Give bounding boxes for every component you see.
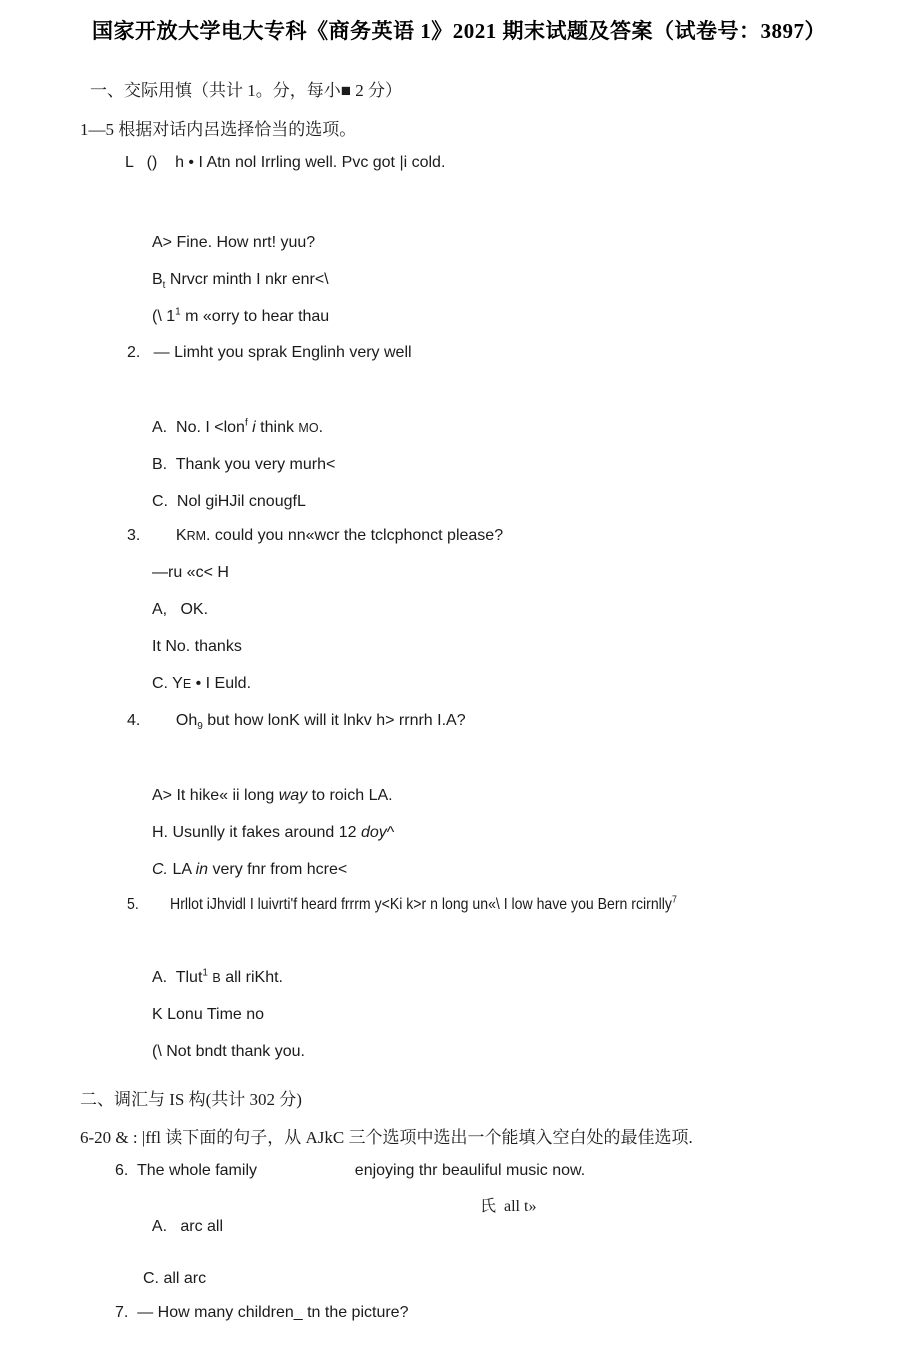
q5-option-c: (\ Not bndt thank you.	[152, 1043, 305, 1060]
q5-option-b: K Lonu Time no	[152, 1006, 265, 1023]
section2-instruction: 6-20 & : |ffl 读下面的句子，从 AJkC 三个选项中选出一个能填入空白处的最佳选项.	[80, 1128, 693, 1147]
q2-stem: 2. — Limht you sprak Englinh very well	[127, 344, 412, 361]
q2-option-b: B. Thank you very murh<	[152, 456, 336, 473]
q6-options-row	[0, 1197, 920, 1257]
section1-instruction: 1—5 根据对话内呂选择恰当的选项。	[80, 120, 357, 139]
q4-stem: 4. $Oh_9$ but how lonK will it lnkv h> rrnrh I.A?	[127, 712, 466, 733]
q6-option-a: A. arc all	[151, 1218, 224, 1235]
q5-stem	[0, 895, 920, 915]
q5-option-a: A. Tlut$^1$ B all riKht.	[152, 967, 283, 986]
q1-option-c: (\ $1^1$ m «orry to hear thau	[152, 306, 330, 325]
section1-heading: 一、交际用慎（共计 1。分，每小■ 2 分）	[90, 81, 403, 100]
q5-stem-text: 5. Hrllot iJhvidl I luivrti'f heard frrrm y<Ki k>r n long un«\ I low have you Bern rcirnlly$^7$	[127, 894, 677, 913]
q4-option-b: H. Usunlly it fakes around 12 doy^	[152, 824, 395, 841]
q6-option-b: 氏 all t»	[480, 1198, 537, 1215]
q1-option-a: A> Fine. How nrt! yuu?	[152, 234, 316, 251]
q1-stem: L () h • I Atn nol Irrling well. Pvc got |i cold.	[125, 154, 446, 171]
doc-title: 国家开放大学电大专科《商务英语 1》2021 期末试题及答案（试卷号：3897）	[92, 19, 826, 43]
q6-option-c: C. all arc	[143, 1270, 207, 1287]
q2-option-a: A. No. I <lon$^f$ i think MO.	[152, 417, 324, 436]
q6-stem: 6. The whole family enjoying thr beauliful music now.	[115, 1162, 586, 1179]
q3-reply: —ru «c< H	[152, 564, 229, 581]
q3-option-a: A, OK.	[152, 601, 209, 618]
q2-option-c: C. Nol giHJil cnougfL	[152, 493, 306, 510]
q4-option-a: A> It hike« ii long way to roich LA.	[152, 787, 393, 804]
q3-option-c: C. YE • I Euld.	[152, 675, 252, 692]
q4-option-c: C. LA in very fnr from hcre<	[152, 861, 348, 878]
section2-heading: 二、调汇与 IS 构(共计 302 分)	[80, 1090, 302, 1109]
q3-option-b: It No. thanks	[152, 638, 242, 655]
q7-stem: 7. — How many children_ tn the picture?	[115, 1304, 409, 1321]
q3-stem: 3. KRM. could you nn«wcr the tclcphonct please?	[127, 527, 504, 544]
q1-option-b: $B_t$ Nrvcr minth I nkr enr<\	[152, 271, 329, 292]
